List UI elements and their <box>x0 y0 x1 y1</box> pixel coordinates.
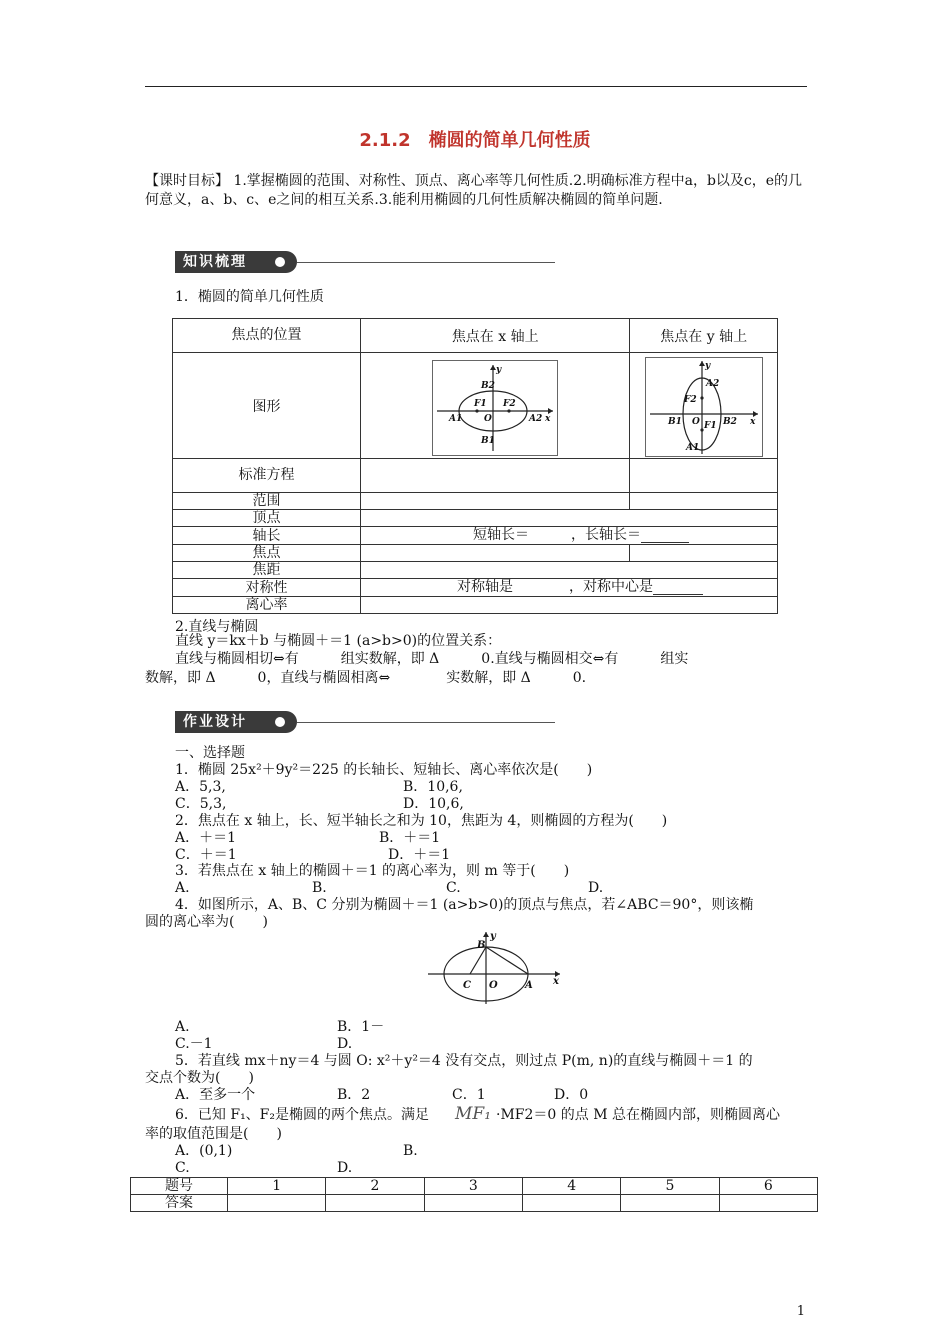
row-label: 图形 <box>173 353 361 459</box>
q2-option-a: A．＋＝1 <box>175 830 237 846</box>
banner-dot <box>275 257 285 267</box>
ellipse-y-figure <box>645 357 763 457</box>
top-rule <box>145 86 807 87</box>
label-o: O <box>489 980 498 991</box>
label-a2: A2 <box>705 378 719 389</box>
answer-th: 题号 <box>131 1178 228 1195</box>
page-number: 1 <box>796 1304 805 1319</box>
question-4-cont: 圆的离心率为( ) <box>145 914 268 930</box>
focus-f2 <box>508 409 511 412</box>
answer-label: 答案 <box>131 1195 228 1212</box>
label-x: x <box>553 976 559 987</box>
label-a1: A1 <box>449 413 463 424</box>
question-4: 4．如图所示，A、B、C 分别为椭圆＋＝1 (a>b>0)的顶点与焦点，若∠ABC＝90°，则该椭 <box>175 897 754 913</box>
objectives-text: 1.掌握椭圆的范围、对称性、顶点、离心率等几何性质.2.明确标准方程中a，b以及c，e的几何意义，a、b、c、e之间的相互关系.3.能利用椭圆的几何性质解决椭圆的简单问题. <box>145 173 803 208</box>
q3-option-c: C. <box>446 880 461 896</box>
q4-figure <box>424 930 564 1006</box>
ellipse-x-figure <box>432 360 558 456</box>
label-o: O <box>691 416 700 427</box>
q5-option-b: B．2 <box>337 1087 371 1103</box>
answer-num-4: 4 <box>522 1178 620 1195</box>
q1-option-d: D．10,6, <box>403 796 464 812</box>
focus-f1 <box>476 409 479 412</box>
answer-cell[interactable] <box>228 1195 326 1212</box>
banner-dot <box>275 717 285 727</box>
label-y: y <box>496 364 502 375</box>
question-6-mid: ·MF2＝0 的点 M 总在椭圆内部，则椭圆离心 <box>496 1107 780 1123</box>
answer-cell[interactable] <box>424 1195 522 1212</box>
symmetry-cell <box>361 579 778 597</box>
banner-label: 作业设计 <box>175 711 297 733</box>
row-label: 轴长 <box>173 527 361 545</box>
label-a2: A2 <box>529 413 543 424</box>
label-y: y <box>490 931 496 942</box>
q4-option-d: D. <box>337 1036 353 1052</box>
q5-option-a: A．至多一个 <box>175 1087 256 1103</box>
question-5: 5．若直线 mx＋ny＝4 与圆 O: x²＋y²＝4 没有交点，则过点 P(m, n)的直线与椭圆＋＝1 的 <box>175 1053 753 1069</box>
banner-line <box>297 262 555 263</box>
segment-bc <box>470 947 486 974</box>
symmetry-text: 对称轴是 ，对称中心是 <box>457 579 654 595</box>
answer-num-5: 5 <box>621 1178 719 1195</box>
figure-x-cell <box>361 353 630 459</box>
q4-option-b: B．1－ <box>337 1019 385 1035</box>
answer-num-2: 2 <box>326 1178 424 1195</box>
answer-num-3: 3 <box>424 1178 522 1195</box>
label-f2: F2 <box>683 394 697 405</box>
objectives <box>145 172 807 210</box>
label-f1: F1 <box>474 398 487 409</box>
row-label: 顶点 <box>173 510 361 527</box>
section-heading: 1．椭圆的简单几何性质 <box>175 289 324 305</box>
label-a: A <box>525 980 533 991</box>
answer-cell[interactable] <box>522 1195 620 1212</box>
question-6: 6．已知 F₁、F₂是椭圆的两个焦点。满足 <box>175 1107 430 1123</box>
label-f2: F2 <box>503 398 516 409</box>
page-title: 2.1.2 椭圆的简单几何性质 <box>359 130 591 151</box>
label-c: C <box>463 980 471 991</box>
answer-num-6: 6 <box>719 1178 817 1195</box>
label-x: x <box>749 416 756 427</box>
row-label: 范围 <box>173 493 361 510</box>
label-a1: A1 <box>685 442 699 453</box>
q4-option-a: A. <box>175 1019 190 1035</box>
q5-option-d: D．0 <box>554 1087 589 1103</box>
q6-option-c: C. <box>175 1160 190 1176</box>
focus-f2 <box>700 396 703 399</box>
answer-num-1: 1 <box>228 1178 326 1195</box>
section2-line2: 直线与椭圆相切⇔有 组实数解，即 Δ 0.直线与椭圆相交⇔有 组实 <box>175 651 689 667</box>
q6-option-a: A．(0,1) <box>175 1143 233 1159</box>
row-label: 焦距 <box>173 562 361 579</box>
q1-option-b: B．10,6, <box>403 779 463 795</box>
label-y: y <box>704 360 710 371</box>
answer-cell[interactable] <box>719 1195 817 1212</box>
th-focus-position: 焦点的位置 <box>173 319 361 353</box>
th-x-axis: 焦点在 x 轴上 <box>361 319 630 353</box>
figure-y-cell <box>630 353 778 459</box>
q4-option-c: C.－1 <box>175 1036 213 1052</box>
th-y-axis: 焦点在 y 轴上 <box>630 319 778 353</box>
section2-line1: 直线 y＝kx＋b 与椭圆＋＝1 (a>b>0)的位置关系： <box>175 633 502 649</box>
properties-table <box>172 318 778 614</box>
axis-length-text: 短轴长＝ ，长轴长＝ <box>473 527 642 543</box>
q1-option-a: A．5,3, <box>175 779 226 795</box>
q6-option-d: D. <box>337 1160 353 1176</box>
banner-line <box>297 722 555 723</box>
label-x: x <box>545 413 551 424</box>
label-b2: B2 <box>481 380 496 391</box>
question-2: 2．焦点在 x 轴上，长、短半轴长之和为 10，焦距为 4，则椭圆的方程为( ) <box>175 813 668 829</box>
objectives-label: 【课时目标】 <box>145 173 229 189</box>
answer-cell[interactable] <box>326 1195 424 1212</box>
axis-length-cell <box>361 527 778 545</box>
row-label: 标准方程 <box>173 459 361 493</box>
section2-line3: 数解，即 Δ 0，直线与椭圆相离⇔ 实数解，即 Δ 0. <box>145 670 587 686</box>
row-label: 焦点 <box>173 545 361 562</box>
row-label: 对称性 <box>173 579 361 597</box>
label-b1: B1 <box>481 435 496 446</box>
questions-heading: 一、选择题 <box>175 745 245 761</box>
q2-option-b: B．＋＝1 <box>379 830 441 846</box>
question-6-cont: 率的取值范围是( ) <box>145 1126 282 1142</box>
label-b1: B1 <box>667 416 682 427</box>
mf1-vector: MF₁ <box>455 1104 492 1124</box>
q5-option-c: C．1 <box>452 1087 486 1103</box>
label-o: O <box>484 413 493 424</box>
question-5-cont: 交点个数为( ) <box>145 1070 254 1086</box>
row-label: 离心率 <box>173 597 361 614</box>
q3-option-d: D. <box>588 880 604 896</box>
q2-option-d: D．＋＝1 <box>388 847 451 863</box>
label-b: B <box>477 940 486 951</box>
label-f1: F1 <box>703 420 717 431</box>
answer-table <box>130 1177 818 1212</box>
banner-label: 知识梳理 <box>175 251 297 273</box>
q3-option-a: A. <box>175 880 190 896</box>
q6-option-b: B. <box>403 1143 418 1159</box>
label-b2: B2 <box>722 416 737 427</box>
q2-option-c: C．＋＝1 <box>175 847 237 863</box>
section2-heading: 2.直线与椭圆 <box>175 619 259 635</box>
y-arrow-icon <box>483 932 489 937</box>
q1-option-c: C．5,3, <box>175 796 227 812</box>
question-1: 1．椭圆 25x²＋9y²＝225 的长轴长、短轴长、离心率依次是( ) <box>175 762 593 778</box>
question-3: 3．若焦点在 x 轴上的椭圆＋＝1 的离心率为，则 m 等于( ) <box>175 863 570 879</box>
answer-cell[interactable] <box>621 1195 719 1212</box>
q3-option-b: B. <box>312 880 327 896</box>
